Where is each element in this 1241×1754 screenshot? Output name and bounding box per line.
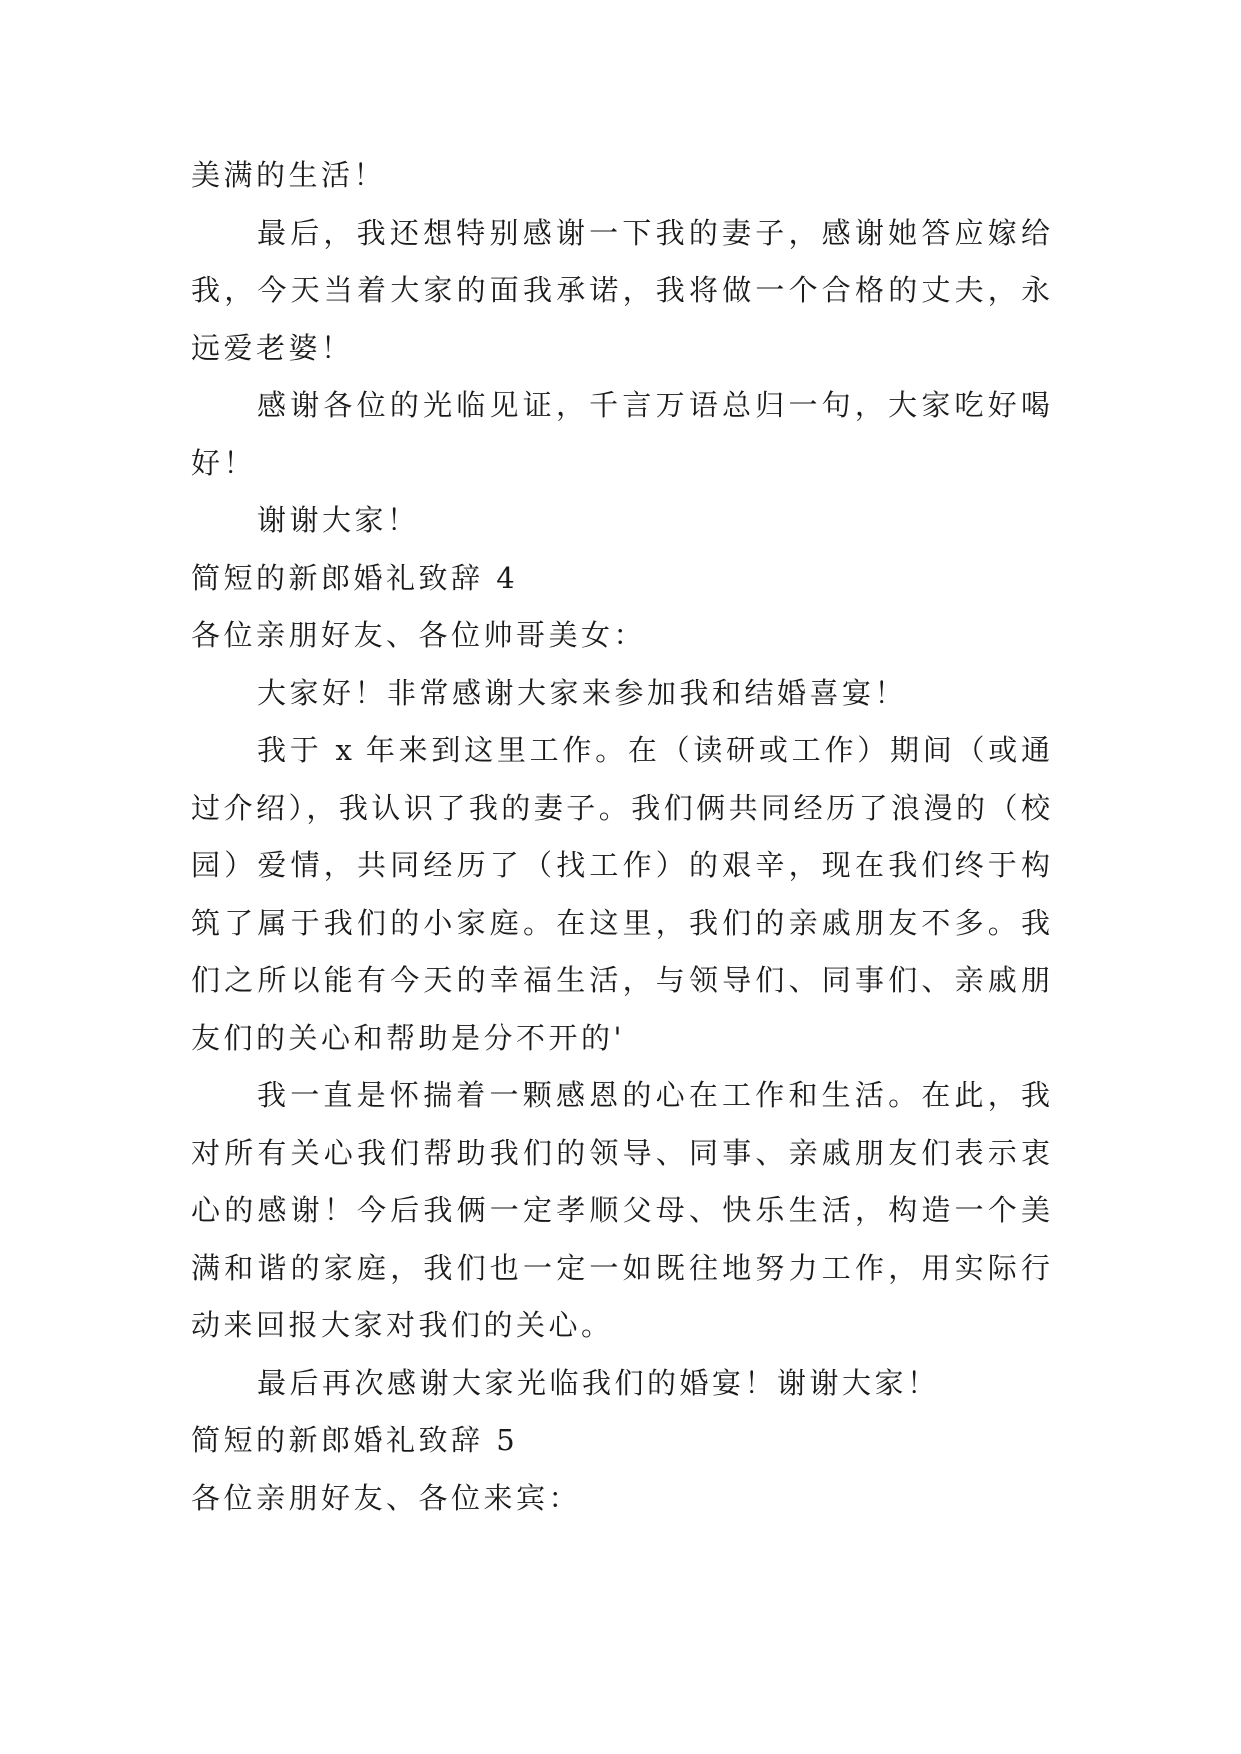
text-line: 好！ xyxy=(191,445,257,480)
section-heading: 简短的新郎婚礼致辞 4 xyxy=(191,560,519,595)
text-line: 远爱老婆！ xyxy=(191,330,354,365)
text-line: 们之所以能有今天的幸福生活，与领导们、同事们、亲戚朋 xyxy=(191,963,1051,997)
document-body xyxy=(191,147,1051,1527)
text-line: 友们的关心和帮助是分不开的' xyxy=(191,1020,625,1055)
text-line: 过介绍），我认识了我的妻子。我们俩共同经历了浪漫的（校 xyxy=(191,790,1051,825)
text-line: 大家好！非常感谢大家来参加我和结婚喜宴！ xyxy=(257,675,908,710)
text-line: 心的感谢！今后我俩一定孝顺父母、快乐生活，构造一个美 xyxy=(191,1193,1051,1227)
section-heading: 简短的新郎婚礼致辞 5 xyxy=(191,1423,519,1457)
text-line: 我于 x 年来到这里工作。在（读研或工作）期间（或通 xyxy=(257,733,1051,767)
text-line: 感谢各位的光临见证，千言万语总归一句，大家吃好喝 xyxy=(257,388,1051,422)
text-line: 动来回报大家对我们的关心。 xyxy=(191,1308,614,1342)
text-line: 筑了属于我们的小家庭。在这里，我们的亲戚朋友不多。我 xyxy=(191,905,1051,940)
text-line: 我，今天当着大家的面我承诺，我将做一个合格的丈夫，永 xyxy=(191,273,1051,307)
text-line: 园）爱情，共同经历了（找工作）的艰辛，现在我们终于构 xyxy=(191,848,1051,882)
text-line: 我一直是怀揣着一颗感恩的心在工作和生活。在此，我 xyxy=(257,1078,1051,1112)
text-line: 满和谐的家庭，我们也一定一如既往地努力工作，用实际行 xyxy=(191,1250,1051,1285)
text-line: 美满的生活！ xyxy=(191,158,387,192)
salutation: 各位亲朋好友、各位来宾： xyxy=(191,1480,582,1515)
text-line: 对所有关心我们帮助我们的领导、同事、亲戚朋友们表示衷 xyxy=(191,1135,1051,1170)
text-line: 谢谢大家！ xyxy=(257,503,420,537)
salutation: 各位亲朋好友、各位帅哥美女： xyxy=(191,618,647,652)
text-line: 最后，我还想特别感谢一下我的妻子，感谢她答应嫁给 xyxy=(257,215,1051,250)
text-line: 最后再次感谢大家光临我们的婚宴！谢谢大家！ xyxy=(257,1365,940,1400)
